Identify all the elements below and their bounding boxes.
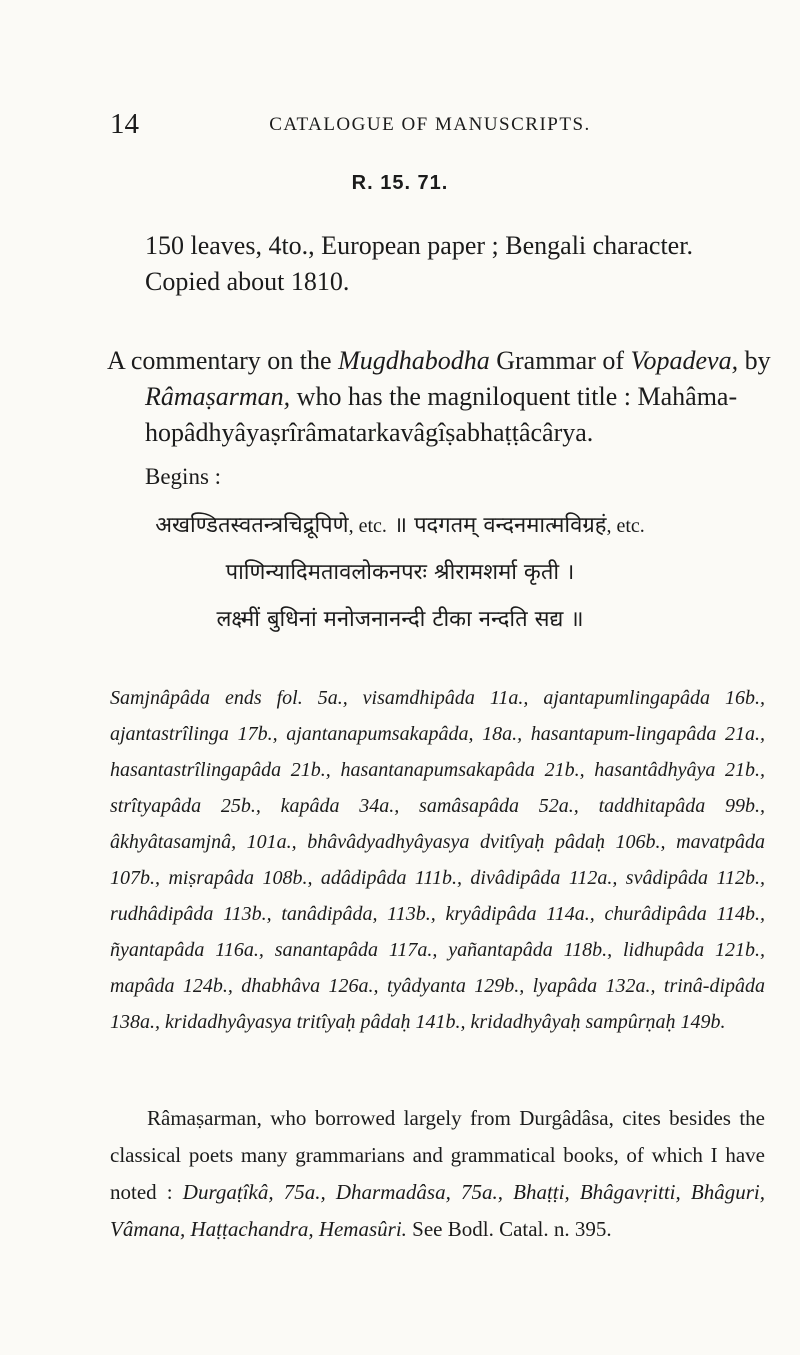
begins-label: Begins :: [145, 464, 222, 489]
notes-paragraph: [110, 1100, 765, 1248]
notes-text: Râmaṣarman, who borrowed largely from Durgâdâsa, cites besides the classical poets many grammarians and grammatical books, of which I have noted :: [110, 1106, 765, 1204]
work-title: Mugdhabodha: [338, 346, 490, 375]
etc-text: etc.: [358, 515, 387, 537]
page-header: [110, 108, 750, 138]
physical-description: [145, 228, 765, 300]
running-title: CATALOGUE OF MANUSCRIPTS.: [269, 114, 591, 135]
commentary-text: A commentary on the: [107, 346, 339, 375]
commentary-text: Grammar of: [489, 346, 631, 375]
sanskrit-line-1: अखण्डितस्वतन्त्रचिद्रूपिणे, etc. ॥ पदगतम् वन्दनमात्मविग्रहं, etc.: [155, 513, 645, 538]
commentary-description: [107, 343, 800, 451]
page-number: 14: [110, 108, 139, 140]
etc-text: etc.: [616, 515, 645, 537]
author-name: Râmaṣarman,: [145, 382, 291, 411]
author-title: who has the magniloquent title : Mahâma-hopâdhyâyaṣrîrâmatarkavâgîṣabhaṭṭâcârya.: [145, 382, 738, 447]
sanskrit-line-3: लक्ष्मीं बुधिनां मनोजनानन्दी टीका नन्दति सद्य ॥: [216, 607, 584, 632]
grammarian-name: Vopadeva,: [630, 346, 739, 375]
description-line-1: 150 leaves, 4to., European paper ; Bengali character.: [145, 231, 693, 260]
bibliographic-reference: See Bodl. Catal. n. 395.: [406, 1217, 612, 1241]
sanskrit-text: अखण्डितस्वतन्त्रचिद्रूपिणे: [155, 513, 349, 538]
sanskrit-text: पदगतम् वन्दनमात्मविग्रहं: [414, 513, 607, 538]
commentary-text: by: [738, 346, 771, 375]
description-line-2: Copied about 1810.: [145, 267, 350, 296]
shelfmark: R. 15. 71.: [351, 172, 449, 194]
sanskrit-line-2: पाणिन्यादिमतावलोकनपरः श्रीरामशर्मा कृती ।: [225, 560, 575, 585]
danda-mark: ॥: [393, 513, 408, 538]
contents-list: Samjnâpâda ends fol. 5a., visamdhipâda 11a., ajantapumlingapâda 16b., ajantastrîlinga 17b., ajantanapumsakapâda, 18a., hasantapum-lingapâda 21a., hasantastrîlingapâda 21b., hasantanapumsakapâda 21b., hasantâdhyâya 21b., strîtyapâda 25b., kapâda 34a., samâsapâda 52a., taddhitapâda 99b., âkhyâtasamjnâ, 101a., bhâvâdyadhyâyasya dvitîyaḥ pâdaḥ 106b., mavatpâda 107b., miṣrapâda 108b., adâdipâda 111b., divâdipâda 112a., svâdipâda 112b., rudhâdipâda 113b., tanâdipâda, 113b., kryâdipâda 114a., churâdipâda 114b., ñyantapâda 116a., sanantapâda 117a., yañantapâda 118b., lidhupâda 121b., mapâda 124b., dhabhâva 126a., tyâdyanta 129b., lyapâda 132a., trinâ-dipâda 138a., kridadhyâyasya tritîyaḥ pâdaḥ 141b., kridadhyâyaḥ sampûrṇaḥ 149b.: [110, 687, 765, 1033]
cited-works: Durgaṭîkâ, 75a., Dharmadâsa, 75a., Bhaṭṭi, Bhâgavṛitti, Bhâguri, Vâmana, Haṭṭachandra, Hemasûri.: [110, 1180, 765, 1241]
